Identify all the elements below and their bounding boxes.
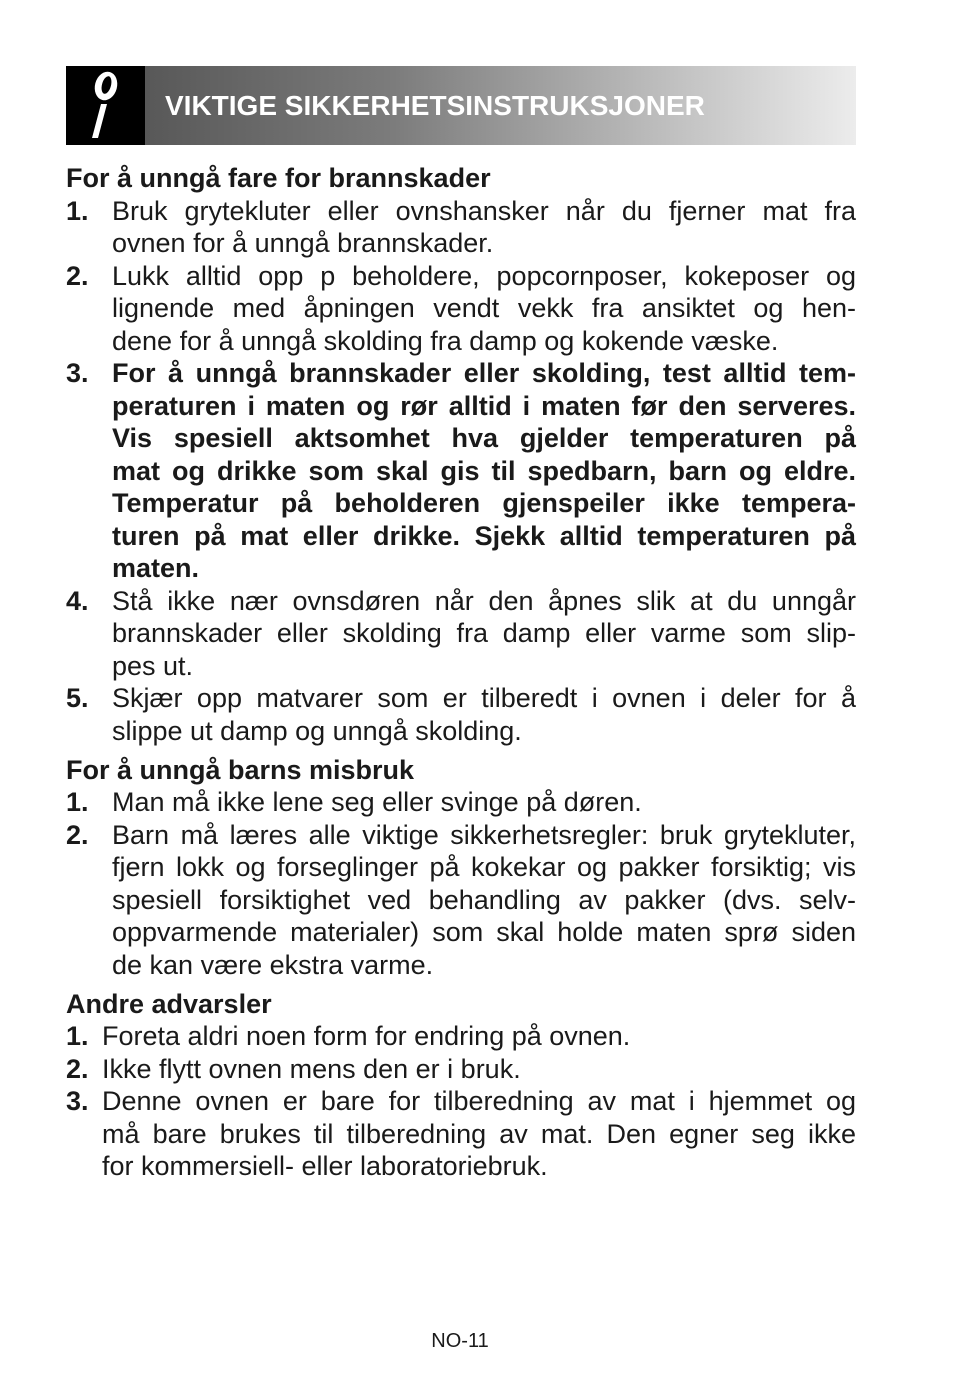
item-text-line: ovnen for å unngå brannskader. <box>112 228 494 258</box>
section-burn-prevention <box>66 162 856 747</box>
item-text-line: for kommersiell- eller laboratoriebruk. <box>102 1151 548 1181</box>
warning-exclamation-icon <box>66 66 145 145</box>
item-number: 2. <box>66 819 89 850</box>
item-text-line: Ikke flytt ovnen mens den er i bruk. <box>102 1053 521 1084</box>
warning-icon-box <box>66 66 145 145</box>
list-item <box>66 819 856 982</box>
item-number: 1. <box>66 1021 89 1051</box>
item-text <box>112 357 856 585</box>
page-number: NO-11 <box>431 1330 489 1352</box>
item-text-line: maten. <box>112 553 200 583</box>
item-text-line: fjern lokk og forseglinger på kokekar og pakker forsiktig; vis <box>112 852 856 882</box>
item-text-line: Denne ovnen er bare for tilberedning av mat i hjemmet og <box>102 1086 856 1116</box>
item-text-line: lignende med åpningen vendt vekk fra ansiktet og hen- <box>112 293 856 323</box>
list-item <box>66 585 856 683</box>
item-text <box>112 682 856 747</box>
item-text-line: Bruk grytekluter eller ovnshansker når du fjerner mat fra <box>112 195 856 226</box>
list-item-emphasized <box>66 357 856 585</box>
list-item <box>66 1020 856 1053</box>
item-text-line: Vis spesiell aktsomhet hva gjelder temperaturen på <box>112 423 856 453</box>
item-number: 3. <box>66 358 89 388</box>
item-text <box>102 1020 856 1053</box>
item-text-line: Man må ikke lene seg eller svinge på døren. <box>112 787 642 817</box>
item-number: 5. <box>66 683 89 713</box>
item-text-line: peraturen i maten og rør alltid i maten før den serveres. <box>112 390 856 421</box>
item-text-line: Temperatur på beholderen gjenspeiler ikke tempera- <box>112 488 856 518</box>
list-item <box>66 260 856 358</box>
header-title-box <box>145 66 856 145</box>
item-text-line: de kan være ekstra varme. <box>112 949 434 980</box>
item-text <box>112 819 856 982</box>
item-text <box>102 1085 856 1183</box>
item-text-line: Skjær opp matvarer som er tilberedt i ovnen i deler for å <box>112 683 856 713</box>
item-text-line: slippe ut damp og unngå skolding. <box>112 715 522 746</box>
item-number: 2. <box>66 1053 89 1084</box>
item-text <box>112 786 856 819</box>
item-text-line: pes ut. <box>112 650 194 681</box>
page-title: VIKTIGE SIKKERHETSINSTRUKSJONER <box>165 90 705 121</box>
list-item <box>66 682 856 747</box>
item-text-line: For å unngå brannskader eller skolding, test alltid tem- <box>112 358 856 388</box>
item-text <box>112 195 856 260</box>
section-heading: Andre advarsler <box>66 988 272 1019</box>
list-item <box>66 786 856 819</box>
item-text-line: Barn må læres alle viktige sikkerhetsregler: bruk grytekluter, <box>112 819 856 850</box>
item-text <box>102 1053 856 1086</box>
item-text-line: Lukk alltid opp p beholdere, popcornposer, kokeposer og <box>112 260 856 291</box>
item-text-line: turen på mat eller drikke. Sjekk alltid temperaturen på <box>112 520 856 551</box>
section-child-misuse <box>66 754 856 982</box>
item-number: 1. <box>66 787 89 817</box>
main-content <box>66 162 856 1183</box>
list-item <box>66 195 856 260</box>
item-number: 3. <box>66 1086 89 1116</box>
item-text-line: dene for å unngå skolding fra damp og kokende væske. <box>112 325 779 356</box>
item-text <box>112 260 856 358</box>
section-other-warnings <box>66 988 856 1183</box>
section-heading: For å unngå fare for brannskader <box>66 163 491 193</box>
item-text-line: oppvarmende materialer) som skal holde maten sprø siden <box>112 917 856 947</box>
item-text <box>112 585 856 683</box>
item-text-line: må bare brukes til tilberedning av mat. Den egner seg ikke <box>102 1118 856 1149</box>
item-number: 2. <box>66 260 89 291</box>
section-heading: For å unngå barns misbruk <box>66 754 415 785</box>
item-text-line: mat og drikke som skal gis til spedbarn, barn og eldre. <box>112 455 856 486</box>
list-item <box>66 1053 856 1086</box>
item-text-line: Foreta aldri noen form for endring på ovnen. <box>102 1021 631 1051</box>
item-text-line: Stå ikke nær ovnsdøren når den åpnes slik at du unngår <box>112 585 856 616</box>
item-number: 4. <box>66 585 89 616</box>
item-text-line: spesiell forsiktighet ved behandling av pakker (dvs. selv- <box>112 884 856 915</box>
section-header-bar <box>66 66 856 145</box>
list-item <box>66 1085 856 1183</box>
item-text-line: brannskader eller skolding fra damp eller varme som slip- <box>112 618 856 648</box>
item-number: 1. <box>66 195 89 226</box>
